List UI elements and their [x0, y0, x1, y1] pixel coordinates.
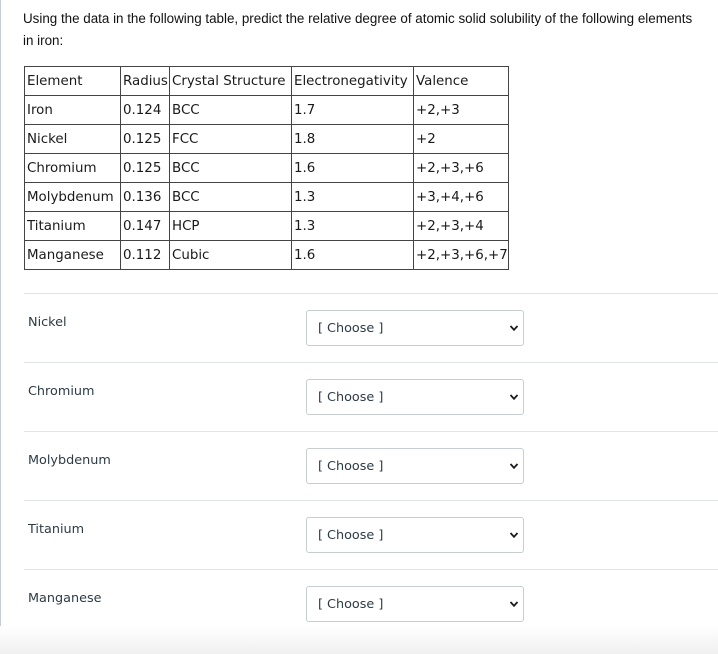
cell-crystal-structure: BCC — [170, 183, 292, 212]
cell-element: Titanium — [25, 212, 121, 241]
table-row — [25, 154, 509, 183]
header-radius: Radius — [121, 67, 170, 96]
cell-radius: 0.147 — [121, 212, 170, 241]
dropdown-selected-value: [ Choose ] — [318, 390, 384, 405]
cell-crystal-structure: BCC — [170, 154, 292, 183]
element-data-table — [24, 66, 509, 270]
cell-radius: 0.112 — [121, 241, 170, 270]
cell-element: Manganese — [25, 241, 121, 270]
content-left-border — [0, 0, 1, 654]
cell-valence: +3,+4,+6 — [414, 183, 509, 212]
cell-electronegativity: 1.3 — [292, 212, 414, 241]
question-line-1: Using the data in the following table, predict the relative degree of atomic solid solubility of the following elements — [23, 11, 693, 26]
header-electronegativity: Electronegativity — [292, 67, 414, 96]
table-row — [25, 183, 509, 212]
cell-electronegativity: 1.7 — [292, 96, 414, 125]
answer-row-titanium — [24, 500, 718, 569]
table-row — [25, 125, 509, 154]
cell-element: Molybdenum — [25, 183, 121, 212]
chevron-down-icon — [509, 599, 519, 609]
answer-row-nickel — [24, 293, 718, 362]
cell-electronegativity: 1.8 — [292, 125, 414, 154]
chevron-down-icon — [509, 530, 519, 540]
question-text — [23, 8, 718, 52]
table-row — [25, 241, 509, 270]
dropdown-selected-value: [ Choose ] — [318, 597, 384, 612]
chevron-down-icon — [509, 461, 519, 471]
answer-dropdown-molybdenum[interactable] — [306, 448, 524, 484]
answer-label: Nickel — [28, 315, 67, 330]
cell-element: Chromium — [25, 154, 121, 183]
cell-element: Nickel — [25, 125, 121, 154]
dropdown-selected-value: [ Choose ] — [318, 528, 384, 543]
cell-valence: +2,+3,+6,+7 — [414, 241, 509, 270]
answer-dropdown-chromium[interactable] — [306, 379, 524, 415]
answer-dropdown-nickel[interactable] — [306, 310, 524, 346]
chevron-down-icon — [509, 323, 519, 333]
cell-electronegativity: 1.6 — [292, 241, 414, 270]
answer-row-chromium — [24, 362, 718, 431]
answer-dropdown-titanium[interactable] — [306, 517, 524, 553]
table-row — [25, 96, 509, 125]
cell-valence: +2 — [414, 125, 509, 154]
dropdown-selected-value: [ Choose ] — [318, 459, 384, 474]
header-crystal-structure: Crystal Structure — [170, 67, 292, 96]
cell-crystal-structure: Cubic — [170, 241, 292, 270]
table-row — [25, 212, 509, 241]
answer-label: Titanium — [28, 522, 85, 537]
dropdown-selected-value: [ Choose ] — [318, 321, 384, 336]
cell-element: Iron — [25, 96, 121, 125]
answer-row-molybdenum — [24, 431, 718, 500]
answer-label: Chromium — [28, 384, 95, 399]
cell-radius: 0.125 — [121, 125, 170, 154]
cell-valence: +2,+3,+6 — [414, 154, 509, 183]
header-valence: Valence — [414, 67, 509, 96]
cell-electronegativity: 1.6 — [292, 154, 414, 183]
page-bottom-shade — [0, 626, 718, 654]
cell-valence: +2,+3 — [414, 96, 509, 125]
answer-label: Manganese — [28, 591, 102, 606]
cell-radius: 0.136 — [121, 183, 170, 212]
answer-dropdown-manganese[interactable] — [306, 586, 524, 622]
question-line-2: in iron: — [23, 33, 64, 48]
cell-crystal-structure: HCP — [170, 212, 292, 241]
cell-radius: 0.124 — [121, 96, 170, 125]
cell-electronegativity: 1.3 — [292, 183, 414, 212]
cell-crystal-structure: BCC — [170, 96, 292, 125]
header-element: Element — [25, 67, 121, 96]
chevron-down-icon — [509, 392, 519, 402]
answer-label: Molybdenum — [28, 453, 111, 468]
cell-radius: 0.125 — [121, 154, 170, 183]
cell-crystal-structure: FCC — [170, 125, 292, 154]
cell-valence: +2,+3,+4 — [414, 212, 509, 241]
table-header-row — [25, 67, 509, 96]
